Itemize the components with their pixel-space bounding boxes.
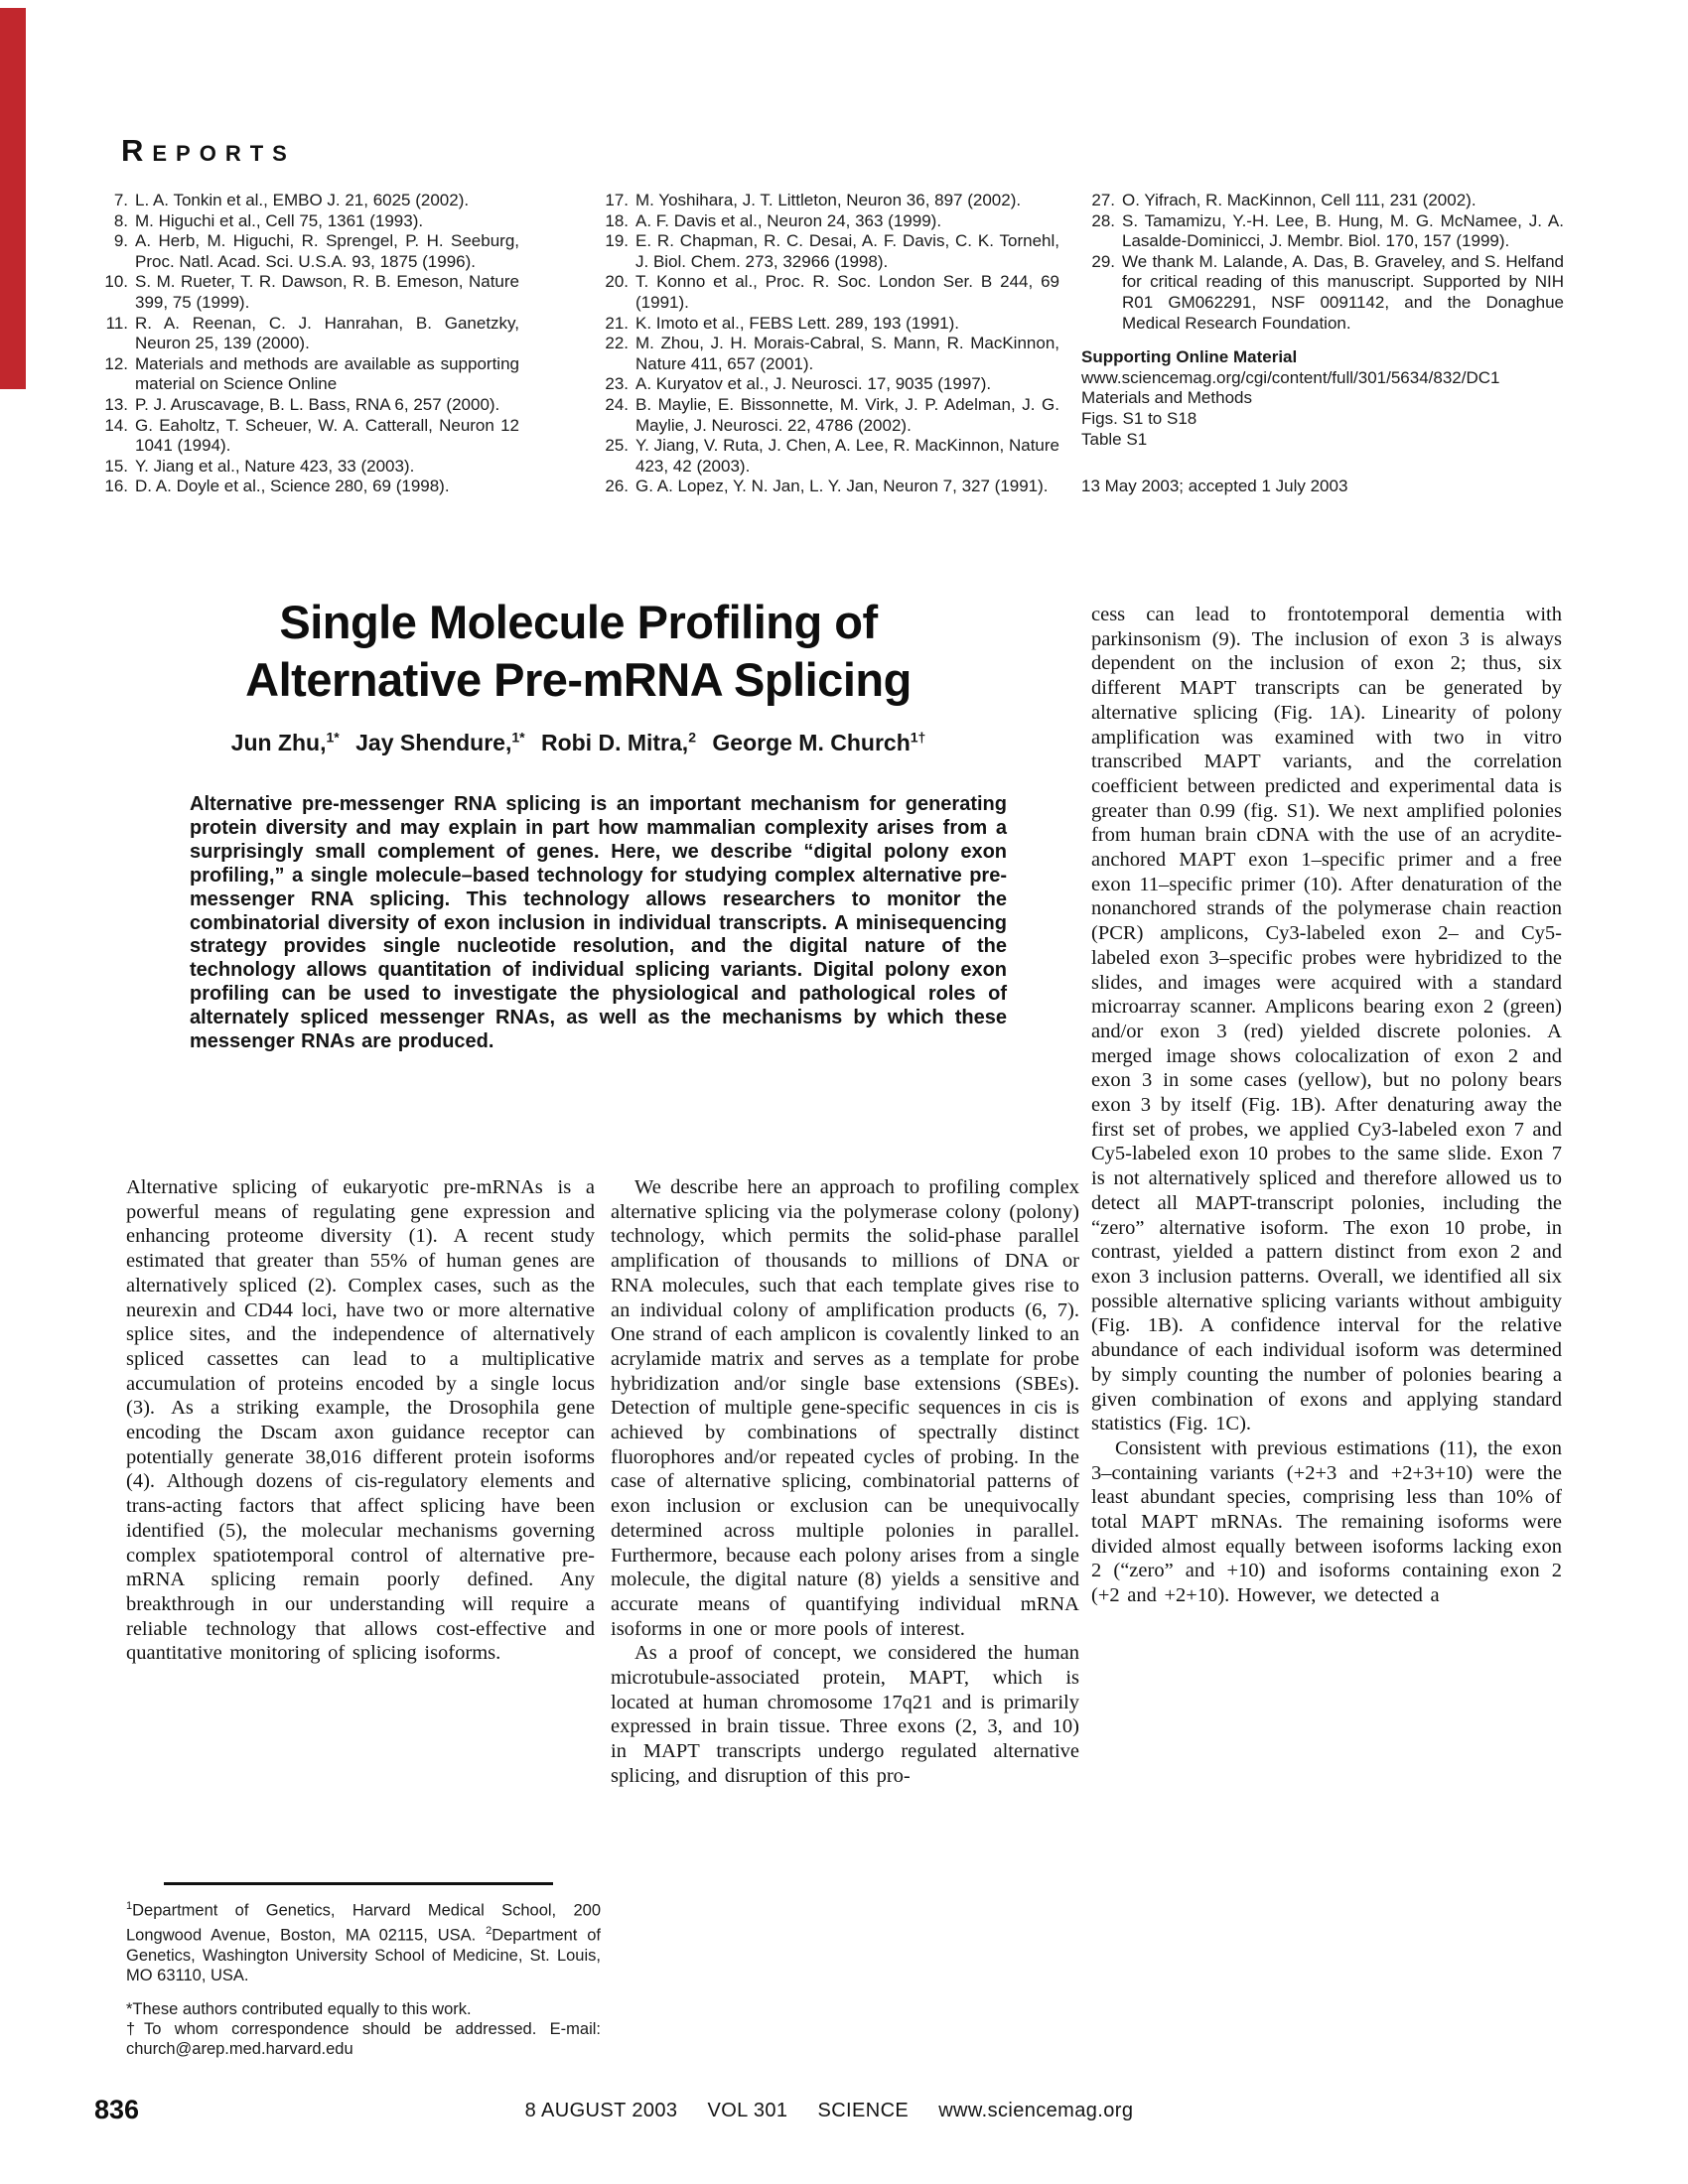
section-header: Reports bbox=[121, 133, 296, 168]
reference-text: Materials and methods are available as supporting material on Science Online bbox=[135, 353, 519, 394]
body-paragraph: We describe here an approach to profiling complex alternative splicing via the polymerase colony (polony) technology, which permits the solid-phase parallel amplification of thousands to millions of DNA or RNA molecules, such that each template gives rise to an individual colony of amplification products (6, 7). One strand of each amplicon is covalently linked to an acrylamide matrix and serves as a template for probe hybridization and/or single base extensions (SBEs). Detection of multiple gene-specific sequences in cis is achieved by combinations of spectrally distinct fluorophores and/or repeated cycles of probing. In the case of alternative splicing, combinatorial patterns of exon inclusion or exclusion can be unequivocally determined across multiple polonies in parallel. Furthermore, because each polony arises from a single molecule, the digital nature (8) yields a sensitive and accurate means of quantifying individual mRNA isoforms in one or more pools of interest. bbox=[611, 1176, 1079, 1640]
reference-text: Y. Jiang, V. Ruta, J. Chen, A. Lee, R. MacKinnon, Nature 423, 42 (2003). bbox=[635, 436, 1059, 476]
body-paragraph: cess can lead to frontotemporal dementia with parkinsonism (9). The inclusion of exon 3 is always dependent on the inclusion of exon 2; thus, six different MAPT transcripts can be generated by alternative splicing (Fig. 1A). Linearity of polony amplification was examined with two in vitro transcribed MAPT variants, and the correlation coefficient between predicted and experimental data is greater than 0.99 (fig. S1). We next amplified polonies from human brain cDNA with the use of an acrydite-anchored MAPT exon 1–specific primer and a free exon 11–specific primer (10). After denaturation of the nonanchored strands of the polymerase chain reaction (PCR) amplicons, Cy3-labeled exon 2– and Cy5-labeled exon 3–specific probes were hybridized to the slides, and images were acquired with a standard microarray scanner. Amplicons bearing exon 2 (green) and/or exon 3 (red) yielded discrete polonies. A merged image shows colocalization of exon 2 and exon 3 in some cases (yellow), but no polony bears exon 3 by itself (Fig. 1B). After denaturing away the first set of probes, we applied Cy3-labeled exon 7 and Cy5-labeled exon 10 probes to the same slide. Exon 7 is not alternatively spliced and therefore allowed us to detect all MAPT-transcript polonies, including the “zero” alternative isoform. The exon 10 probe, in contrast, yielded a pattern distinct from exon 2 and exon 3 inclusion patterns. Overall, we identified all six possible alternative splicing variants without ambiguity (Fig. 1B). A confidence interval for the relative abundance of each individual isoform was determined by simply counting the number of polonies bearing a given combination of exons and applying standard statistics (Fig. 1C). bbox=[1091, 604, 1562, 1435]
reference-number: 25. bbox=[605, 436, 629, 456]
reference-number: 19. bbox=[605, 231, 629, 251]
reference-text: T. Konno et al., Proc. R. Soc. London Ser. B 244, 69 (1991). bbox=[635, 272, 1059, 312]
article-title-line2: Alternative Pre-mRNA Splicing bbox=[245, 653, 912, 706]
reference-number: 8. bbox=[113, 210, 128, 230]
reference-number: 29. bbox=[1091, 251, 1115, 271]
reference-text: R. A. Reenan, C. J. Hanrahan, B. Ganetzky, Neuron 25, 139 (2000). bbox=[135, 313, 519, 353]
reference-number: 9. bbox=[113, 231, 128, 251]
body-column-1 bbox=[126, 1175, 595, 1666]
issue-date: 8 AUGUST 2003 bbox=[524, 2100, 678, 2121]
reference-item bbox=[94, 314, 519, 354]
reference-number: 23. bbox=[605, 374, 629, 394]
body-column-2 bbox=[611, 1175, 1079, 1789]
reference-item bbox=[94, 191, 519, 211]
reference-item bbox=[1081, 211, 1564, 252]
section-color-bar bbox=[0, 8, 26, 389]
author: Jun Zhu,$^{1*}$ bbox=[230, 729, 340, 755]
reference-number: 14. bbox=[104, 415, 128, 435]
received-accepted-dates: 13 May 2003; accepted 1 July 2003 bbox=[1081, 477, 1348, 496]
reference-number: 22. bbox=[605, 334, 629, 353]
reference-text: M. Zhou, J. H. Morais-Cabral, S. Mann, R. MacKinnon, Nature 411, 657 (2001). bbox=[635, 334, 1059, 373]
reference-item bbox=[595, 314, 1059, 335]
reference-number: 18. bbox=[605, 210, 629, 230]
reference-number: 20. bbox=[605, 272, 629, 292]
reference-number: 13. bbox=[104, 394, 128, 414]
affiliations-footnote: $^1$Department of Genetics, Harvard Medical School, 200 Longwood Avenue, Boston, MA 02115, USA. $^2$Department of Genetics, Washington University School of Medicine, St. Louis, MO 63110, USA. bbox=[126, 1900, 601, 1985]
body-paragraph: Alternative splicing of eukaryotic pre-mRNAs is a powerful means of regulating gene expression and enhancing proteome diversity (1). A recent study estimated that greater than 55% of human genes are alternatively spliced (2). Complex cases, such as the neurexin and CD44 loci, have two or more alternative splice sites, and the independence of alternatively spliced cassettes can lead to a multiplicative accumulation of proteins encoded by a single locus (3). As a striking example, the Drosophila gene encoding the Dscam axon guidance receptor can potentially generate 38,016 different protein isoforms (4). Although dozens of cis-regulatory elements and trans-acting factors that affect splicing have been identified (5), the molecular mechanisms governing complex spatiotemporal control of alternative pre-mRNA splicing remain poorly defined. Any breakthrough in our understanding will require a reliable technology that allows cost-effective and quantitative monitoring of splicing isoforms. bbox=[126, 1176, 595, 1665]
reference-item bbox=[1081, 252, 1564, 334]
reference-number: 7. bbox=[113, 191, 128, 209]
reference-number: 12. bbox=[104, 353, 128, 373]
reference-text: M. Higuchi et al., Cell 75, 1361 (1993). bbox=[135, 210, 424, 230]
reference-item bbox=[595, 231, 1059, 272]
reference-item bbox=[595, 395, 1059, 436]
supporting-material-heading: Supporting Online Material bbox=[1081, 347, 1298, 367]
reference-item bbox=[595, 334, 1059, 374]
reference-item bbox=[595, 272, 1059, 313]
reference-number: 11. bbox=[105, 313, 128, 333]
reference-number: 28. bbox=[1091, 210, 1115, 230]
reference-item bbox=[94, 416, 519, 457]
article-title-line1: Single Molecule Profiling of bbox=[279, 596, 878, 648]
equal-contribution-note: *These authors contributed equally to this work. bbox=[126, 1999, 472, 2018]
author-list bbox=[94, 729, 1062, 756]
reference-text: We thank M. Lalande, A. Das, B. Graveley, and S. Helfand for critical reading of this manuscript. Supported by NIH R01 GM062291, NSF 0091142, and the Donaghue Medical Research Foundation. bbox=[1122, 251, 1564, 333]
author-affiliation-mark: 2 bbox=[688, 729, 696, 745]
article-title bbox=[94, 594, 1062, 709]
page-footer bbox=[94, 2095, 1564, 2134]
reference-text: K. Imoto et al., FEBS Lett. 289, 193 (1991). bbox=[635, 313, 960, 333]
reference-number: 26. bbox=[605, 477, 629, 496]
reference-item bbox=[595, 191, 1059, 211]
issue-volume: VOL 301 bbox=[707, 2100, 788, 2121]
author: George M. Church$^{1\dagger}$ bbox=[712, 729, 926, 755]
body-column-3 bbox=[1091, 603, 1562, 1608]
supporting-material-url: www.sciencemag.org/cgi/content/full/301/5634/832/DC1 bbox=[1081, 367, 1500, 387]
affiliation-mark: 2 bbox=[486, 1924, 492, 1937]
reference-text: G. A. Lopez, Y. N. Jan, L. Y. Jan, Neuron 7, 327 (1991). bbox=[635, 477, 1049, 496]
reference-item bbox=[1081, 191, 1564, 211]
supporting-material-line: Figs. S1 to S18 bbox=[1081, 408, 1197, 428]
correspondence-note: †To whom correspondence should be addressed. E-mail: church@arep.med.harvard.edu bbox=[126, 2020, 601, 2059]
reference-item bbox=[94, 477, 519, 497]
references-section bbox=[94, 191, 1564, 497]
article-header bbox=[94, 594, 1062, 756]
reference-number: 10. bbox=[104, 272, 128, 292]
references-column-2 bbox=[595, 191, 1059, 497]
reference-text: A. Herb, M. Higuchi, R. Sprengel, P. H. Seeburg, Proc. Natl. Acad. Sci. U.S.A. 93, 1875 (1996). bbox=[135, 231, 519, 271]
author-affiliation-mark: 1* bbox=[511, 729, 525, 745]
reference-text: A. F. Davis et al., Neuron 24, 363 (1999). bbox=[635, 210, 942, 230]
reference-text: S. Tamamizu, Y.-H. Lee, B. Hung, M. G. McNamee, J. A. Lasalde-Dominicci, J. Membr. Biol. 170, 157 (1999). bbox=[1122, 210, 1564, 251]
supporting-material-line: Table S1 bbox=[1081, 429, 1148, 449]
reference-text: E. R. Chapman, R. C. Desai, A. F. Davis, C. K. Tornehl, J. Biol. Chem. 273, 32966 (1998). bbox=[635, 231, 1059, 271]
reference-text: Y. Jiang et al., Nature 423, 33 (2003). bbox=[135, 456, 415, 476]
affiliation-mark: 1 bbox=[126, 1900, 133, 1912]
journal-url: www.sciencemag.org bbox=[938, 2100, 1134, 2121]
reference-item bbox=[94, 272, 519, 313]
supporting-material-line: Materials and Methods bbox=[1081, 388, 1252, 408]
reference-number: 15. bbox=[104, 456, 128, 476]
body-paragraph: As a proof of concept, we considered the human microtubule-associated protein, MAPT, which is located at human chromosome 17q21 and is primarily expressed in brain tissue. Three exons (2, 3, and 10) in MAPT transcripts undergo regulated alternative splicing, and disruption of this pro- bbox=[611, 1642, 1079, 1787]
reference-text: M. Yoshihara, J. T. Littleton, Neuron 36, 897 (2002). bbox=[635, 191, 1022, 209]
reference-text: O. Yifrach, R. MacKinnon, Cell 111, 231 (2002). bbox=[1122, 191, 1477, 209]
reference-item bbox=[595, 374, 1059, 395]
reference-number: 16. bbox=[104, 477, 128, 496]
reference-item bbox=[595, 477, 1059, 497]
footnote-rule bbox=[164, 1882, 553, 1885]
reference-text: P. J. Aruscavage, B. L. Bass, RNA 6, 257 (2000). bbox=[135, 394, 500, 414]
journal-name: SCIENCE bbox=[817, 2100, 910, 2121]
reference-text: G. Eaholtz, T. Scheuer, W. A. Catterall, Neuron 12 1041 (1994). bbox=[135, 415, 519, 456]
reference-number: 21. bbox=[605, 313, 629, 333]
issue-info bbox=[94, 2100, 1564, 2122]
reference-item bbox=[94, 211, 519, 232]
reference-item bbox=[94, 395, 519, 416]
reference-item bbox=[94, 457, 519, 478]
reference-text: A. Kuryatov et al., J. Neurosci. 17, 9035 (1997). bbox=[635, 374, 992, 394]
abstract: Alternative pre-messenger RNA splicing is an important mechanism for generating protein diversity and may explain in part how mammalian complexity arises from a surprisingly small complement of genes. Here, we describe “digital polony exon profiling,” a single molecule–based technology for studying complex alternative pre-messenger RNA splicing. This technology allows researchers to monitor the combinatorial diversity of exon inclusion in individual transcripts. A minisequencing strategy provides single nucleotide resolution, and the digital nature of the technology allows quantitation of individual splicing variants. Digital polony exon profiling can be used to investigate the physiological and pathological roles of alternately spliced messenger RNAs, as well as the mechanisms by which these messenger RNAs are produced. bbox=[190, 793, 1007, 1053]
author: Robi D. Mitra,$^2$ bbox=[540, 729, 696, 755]
author: Jay Shendure,$^{1*}$ bbox=[355, 729, 525, 755]
reference-item bbox=[595, 436, 1059, 477]
reference-item bbox=[595, 211, 1059, 232]
reference-text: L. A. Tonkin et al., EMBO J. 21, 6025 (2002). bbox=[135, 191, 470, 209]
reference-text: D. A. Doyle et al., Science 280, 69 (1998). bbox=[135, 477, 450, 496]
reference-text: S. M. Rueter, T. R. Dawson, R. B. Emeson, Nature 399, 75 (1999). bbox=[135, 272, 519, 312]
author-affiliation-mark: 1† bbox=[910, 729, 926, 745]
reference-number: 24. bbox=[605, 394, 629, 414]
references-column-1 bbox=[94, 191, 519, 497]
reference-item bbox=[94, 354, 519, 395]
contribution-footnotes bbox=[126, 1999, 601, 2060]
author-affiliation-mark: 1* bbox=[326, 729, 340, 745]
footnotes bbox=[126, 1882, 601, 2060]
reference-item bbox=[94, 231, 519, 272]
body-paragraph: Consistent with previous estimations (11), the exon 3–containing variants (+2+3 and +2+3+10) were the least abundant species, comprising less than 10% of total MAPT mRNAs. The remaining isoforms were divided almost equally between isoforms lacking exon 2 (“zero” and +10) and isoforms containing exon 2 (+2 and +2+10). However, we detected a bbox=[1091, 1436, 1562, 1607]
references-column-3 bbox=[1081, 191, 1564, 497]
reference-number: 27. bbox=[1091, 191, 1115, 209]
reference-number: 17. bbox=[605, 191, 629, 209]
page-number: 836 bbox=[94, 2095, 140, 2124]
reference-text: B. Maylie, E. Bissonnette, M. Virk, J. P. Adelman, J. G. Maylie, J. Neurosci. 22, 4786 (2002). bbox=[635, 394, 1059, 435]
